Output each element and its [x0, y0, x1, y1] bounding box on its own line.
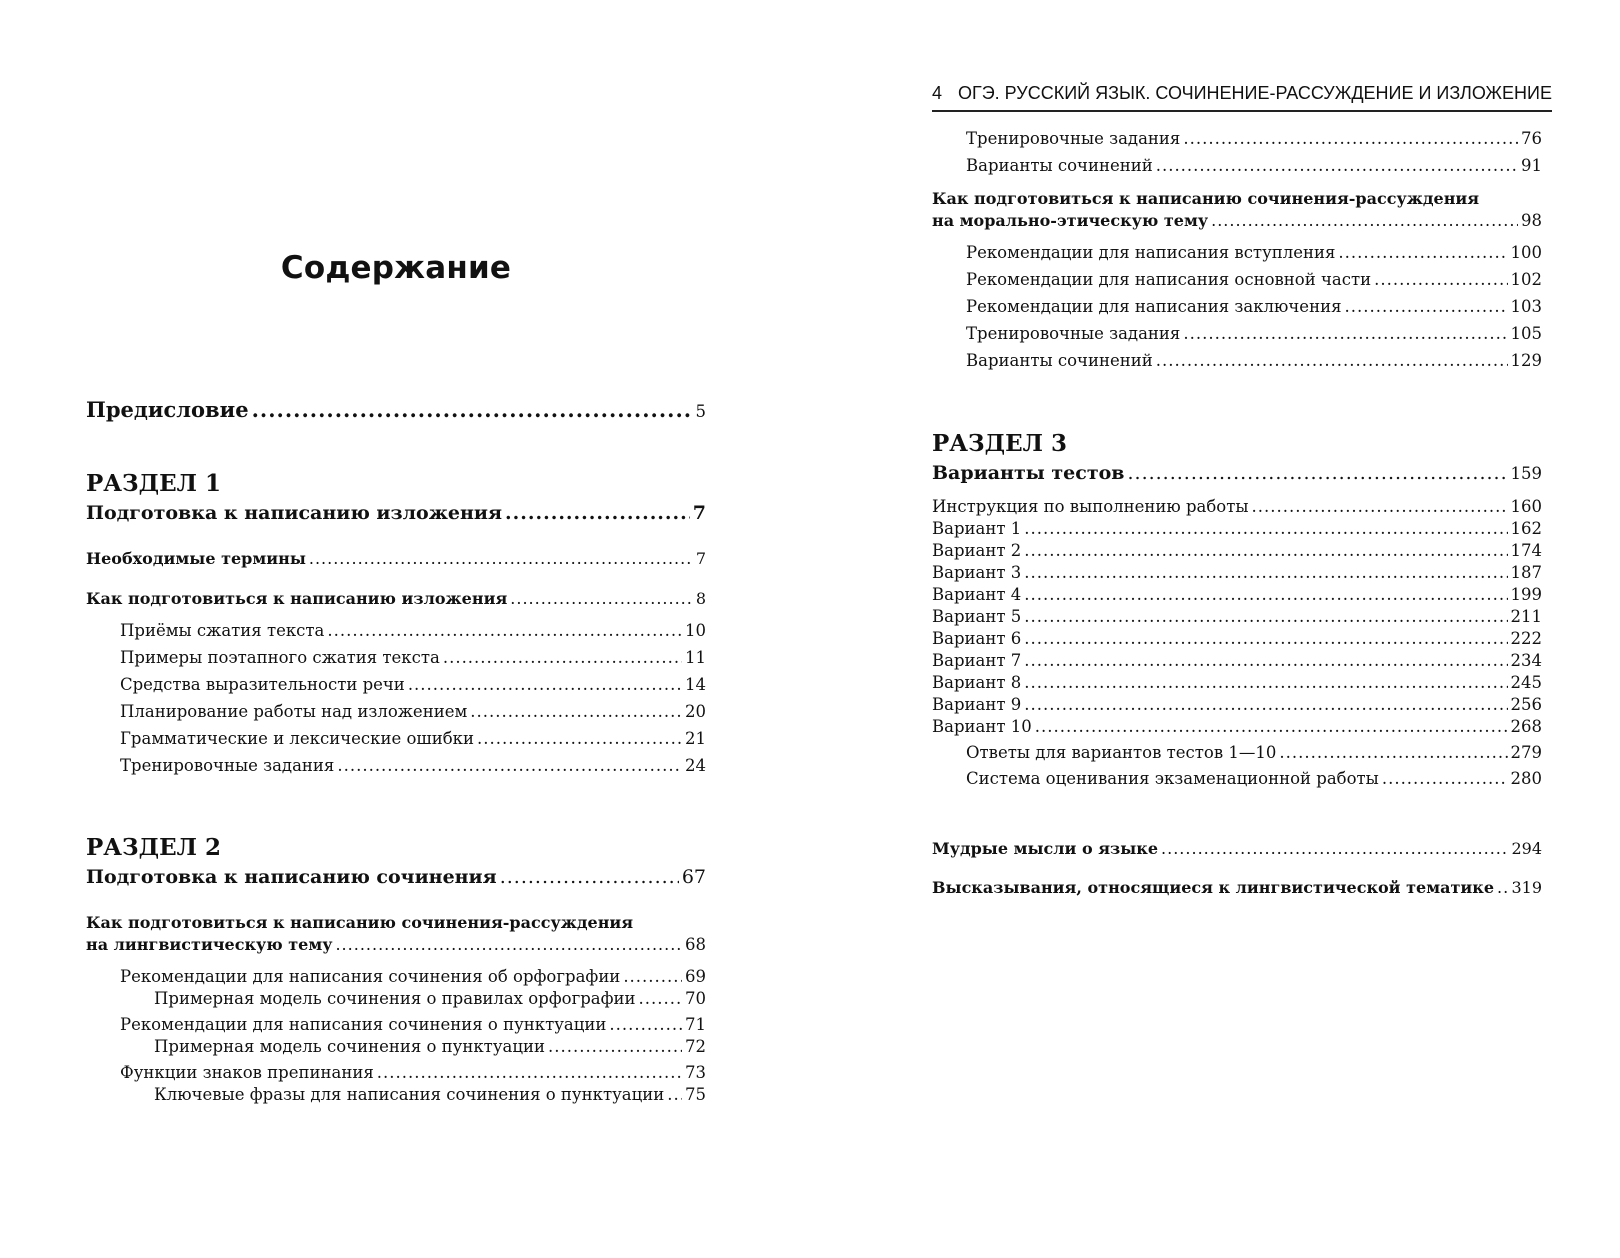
toc-page-number: 159	[1510, 464, 1542, 483]
toc-entry-label: Рекомендации для написания заключения	[966, 297, 1342, 316]
toc-page-number: 69	[685, 967, 706, 986]
toc-entry-label: Вариант 6	[932, 629, 1022, 648]
toc-page-number: 68	[685, 935, 706, 954]
leader-dots	[667, 1084, 682, 1106]
toc-entry[interactable]	[154, 1084, 706, 1106]
leader-dots	[1279, 742, 1507, 764]
toc-entry[interactable]	[966, 242, 1542, 264]
leader-dots	[252, 397, 693, 423]
toc-entry[interactable]	[154, 1036, 706, 1058]
toc-entry[interactable]	[932, 650, 1542, 672]
toc-page-number: 8	[695, 589, 706, 608]
leader-dots	[1161, 838, 1508, 860]
toc-entry[interactable]	[966, 269, 1542, 291]
page-number: 4	[932, 83, 943, 103]
toc-page-number: 103	[1510, 297, 1542, 316]
toc-entry-section3-title[interactable]	[932, 461, 1542, 486]
section-1-heading: РАЗДЕЛ 1	[86, 470, 221, 497]
leader-dots	[1024, 518, 1507, 540]
toc-entry[interactable]	[120, 1062, 706, 1084]
toc-entry-label: Подготовка к написанию сочинения	[86, 866, 497, 888]
leader-dots	[1024, 694, 1507, 716]
toc-entry[interactable]	[120, 620, 706, 642]
toc-entry-label: Вариант 7	[932, 651, 1022, 670]
toc-entry[interactable]	[932, 716, 1542, 738]
leader-dots	[1127, 461, 1507, 485]
toc-page-number: 70	[685, 989, 706, 1008]
toc-entry[interactable]	[966, 323, 1542, 345]
leader-dots	[1211, 210, 1518, 232]
toc-page-number: 24	[685, 756, 706, 775]
leader-dots	[510, 588, 693, 610]
leader-dots	[335, 934, 682, 956]
toc-entry-wise[interactable]	[932, 838, 1542, 860]
leader-dots	[609, 1014, 682, 1036]
toc-page-number: 279	[1510, 743, 1542, 762]
toc-page-number: 20	[685, 702, 706, 721]
leader-dots	[1024, 540, 1507, 562]
toc-page-number: 105	[1510, 324, 1542, 343]
toc-entry[interactable]	[120, 647, 706, 669]
toc-entry-label: Тренировочные задания	[966, 324, 1181, 343]
toc-page-number: 211	[1510, 607, 1542, 626]
toc-page-number: 162	[1510, 519, 1542, 538]
toc-entry[interactable]	[966, 742, 1542, 764]
toc-entry[interactable]	[120, 966, 706, 988]
toc-entry[interactable]	[120, 674, 706, 696]
leader-dots	[623, 966, 682, 988]
toc-page-number: 91	[1521, 156, 1542, 175]
toc-entry[interactable]	[932, 562, 1542, 584]
toc-page-number: 75	[685, 1085, 706, 1104]
leader-dots	[1024, 628, 1507, 650]
toc-entry[interactable]	[120, 728, 706, 750]
leader-dots	[1252, 496, 1508, 518]
leader-dots	[377, 1062, 682, 1084]
leader-dots	[1183, 323, 1507, 345]
toc-entry[interactable]	[120, 701, 706, 723]
toc-page-number: 5	[695, 402, 706, 421]
toc-entry-label-line2: на лингвистическую тему	[86, 935, 333, 954]
leader-dots	[443, 647, 682, 669]
leader-dots	[470, 701, 682, 723]
toc-entry[interactable]	[932, 518, 1542, 540]
toc-title: Содержание	[280, 250, 512, 286]
leader-dots	[500, 865, 679, 889]
toc-entry-label: Вариант 9	[932, 695, 1022, 714]
toc-page-number: 280	[1510, 769, 1542, 788]
toc-entry-label: Вариант 3	[932, 563, 1022, 582]
toc-entry-label: Подготовка к написанию изложения	[86, 502, 503, 524]
toc-entry-label: Рекомендации для написания сочинения о пунктуации	[120, 1015, 607, 1034]
leader-dots	[1156, 350, 1508, 372]
toc-entry-label: Инструкция по выполнению работы	[932, 497, 1249, 516]
toc-page-number: 7	[692, 502, 706, 524]
toc-page-number: 73	[685, 1063, 706, 1082]
toc-entry[interactable]	[932, 672, 1542, 694]
toc-entry[interactable]	[932, 694, 1542, 716]
leader-dots	[1374, 269, 1507, 291]
leader-dots	[1035, 716, 1508, 738]
toc-entry-label: Высказывания, относящиеся к лингвистической тематике	[932, 878, 1494, 897]
section-2-heading: РАЗДЕЛ 2	[86, 834, 221, 861]
leader-dots	[1344, 296, 1507, 318]
toc-entry[interactable]	[932, 540, 1542, 562]
running-head	[932, 80, 1552, 112]
toc-page-number: 72	[685, 1037, 706, 1056]
toc-entry-label: Как подготовиться к написанию изложения	[86, 589, 508, 608]
toc-page-number: 98	[1521, 211, 1542, 230]
leader-dots	[1156, 155, 1518, 177]
toc-entry-label: Планирование работы над изложением	[120, 702, 468, 721]
leader-dots	[1024, 672, 1507, 694]
toc-entry[interactable]	[932, 584, 1542, 606]
toc-entry-label: Функции знаков препинания	[120, 1063, 374, 1082]
toc-page-number: 256	[1510, 695, 1542, 714]
leader-dots	[1382, 768, 1508, 790]
toc-entry-section2-title[interactable]	[86, 865, 706, 889]
toc-entry[interactable]	[154, 988, 706, 1010]
toc-page-number: 76	[1521, 129, 1542, 148]
toc-entry-label: Рекомендации для написания сочинения об орфографии	[120, 967, 621, 986]
leader-dots	[309, 548, 693, 570]
toc-entry[interactable]	[932, 496, 1542, 518]
leader-dots	[639, 988, 682, 1010]
toc-entry-label: Вариант 1	[932, 519, 1022, 538]
toc-page-number: 222	[1510, 629, 1542, 648]
toc-page-number: 319	[1511, 878, 1542, 897]
toc-entry-label: Тренировочные задания	[120, 756, 335, 775]
toc-page-number: 10	[685, 621, 706, 640]
toc-entry-label: Приёмы сжатия текста	[120, 621, 325, 640]
section-3-heading: РАЗДЕЛ 3	[932, 430, 1067, 457]
toc-entry-label: Необходимые термины	[86, 549, 306, 568]
toc-entry-label: Варианты сочинений	[966, 351, 1153, 370]
toc-entry-label: Вариант 2	[932, 541, 1022, 560]
leader-dots	[477, 728, 682, 750]
toc-entry[interactable]	[966, 768, 1542, 790]
toc-entry-label: Вариант 4	[932, 585, 1022, 604]
toc-entry-label: Тренировочные задания	[966, 129, 1181, 148]
toc-entry-label: Ответы для вариантов тестов 1—10	[966, 743, 1277, 762]
toc-page-number: 129	[1510, 351, 1542, 370]
toc-entry[interactable]	[966, 350, 1542, 372]
toc-entry-label-line1: Как подготовиться к написанию сочинения-рассуждения	[86, 913, 634, 932]
running-head-title: ОГЭ. РУССКИЙ ЯЗЫК. СОЧИНЕНИЕ-РАССУЖДЕНИЕ И ИЗЛОЖЕНИЕ	[957, 83, 1552, 103]
toc-page-number: 174	[1510, 541, 1542, 560]
leader-dots	[505, 501, 690, 525]
toc-entry-label: Система оценивания экзаменационной работы	[966, 769, 1379, 788]
toc-page-number: 11	[685, 648, 706, 667]
toc-entry-label: Варианты тестов	[932, 462, 1125, 484]
toc-entry[interactable]	[966, 128, 1542, 150]
toc-entry[interactable]	[120, 1014, 706, 1036]
toc-page-number: 67	[681, 866, 706, 888]
toc-page-number: 199	[1510, 585, 1542, 604]
toc-page-number: 71	[685, 1015, 706, 1034]
toc-entry-label: Примеры поэтапного сжатия текста	[120, 648, 440, 667]
toc-page-number: 245	[1510, 673, 1542, 692]
toc-page-number: 268	[1510, 717, 1542, 736]
toc-page-number: 21	[685, 729, 706, 748]
toc-entry-section1-title[interactable]	[86, 501, 706, 525]
toc-entry-how-sochinenie-ling[interactable]	[86, 912, 706, 956]
toc-entry[interactable]	[966, 155, 1542, 177]
toc-entry-label: Предисловие	[86, 397, 249, 422]
toc-entry-how-sochinenie-moral[interactable]	[932, 188, 1542, 232]
leader-dots	[1497, 877, 1508, 899]
toc-entry-preface[interactable]	[86, 397, 706, 425]
toc-entry[interactable]	[120, 755, 706, 777]
toc-entry-label: Примерная модель сочинения о правилах орфографии	[154, 989, 636, 1008]
leader-dots	[1024, 650, 1507, 672]
toc-page-number: 187	[1510, 563, 1542, 582]
leader-dots	[1024, 606, 1507, 628]
toc-entry-label: Вариант 10	[932, 717, 1032, 736]
toc-entry[interactable]	[932, 606, 1542, 628]
toc-entry[interactable]	[932, 628, 1542, 650]
toc-entry-label-line1: Как подготовиться к написанию сочинения-рассуждения	[932, 189, 1480, 208]
toc-entry-label: Примерная модель сочинения о пунктуации	[154, 1037, 545, 1056]
toc-entry-label: Рекомендации для написания вступления	[966, 243, 1336, 262]
toc-entry-how-izlozhenie[interactable]	[86, 588, 706, 610]
toc-entry-quotes[interactable]	[932, 877, 1542, 899]
toc-entry-label: Средства выразительности речи	[120, 675, 405, 694]
leader-dots	[1024, 584, 1507, 606]
toc-entry-terms[interactable]	[86, 548, 706, 570]
toc-page-number: 100	[1510, 243, 1542, 262]
toc-entry[interactable]	[966, 296, 1542, 318]
toc-page-number: 102	[1510, 270, 1542, 289]
leader-dots	[1338, 242, 1507, 264]
leader-dots	[548, 1036, 682, 1058]
toc-entry-label: Ключевые фразы для написания сочинения о пунктуации	[154, 1085, 665, 1104]
toc-entry-label: Мудрые мысли о языке	[932, 839, 1159, 858]
toc-entry-label: Вариант 8	[932, 673, 1022, 692]
toc-page-number: 234	[1510, 651, 1542, 670]
toc-entry-label: Грамматические и лексические ошибки	[120, 729, 474, 748]
toc-entry-label: Вариант 5	[932, 607, 1022, 626]
toc-entry-label-line2: на морально-этическую тему	[932, 211, 1209, 230]
toc-page-number: 14	[685, 675, 706, 694]
leader-dots	[1183, 128, 1518, 150]
leader-dots	[1024, 562, 1507, 584]
toc-page-number: 7	[695, 549, 706, 568]
toc-page-number: 294	[1511, 839, 1542, 858]
toc-entry-label: Варианты сочинений	[966, 156, 1153, 175]
leader-dots	[408, 674, 682, 696]
toc-entry-label: Рекомендации для написания основной части	[966, 270, 1372, 289]
leader-dots	[327, 620, 682, 642]
leader-dots	[337, 755, 682, 777]
toc-page-number: 160	[1510, 497, 1542, 516]
